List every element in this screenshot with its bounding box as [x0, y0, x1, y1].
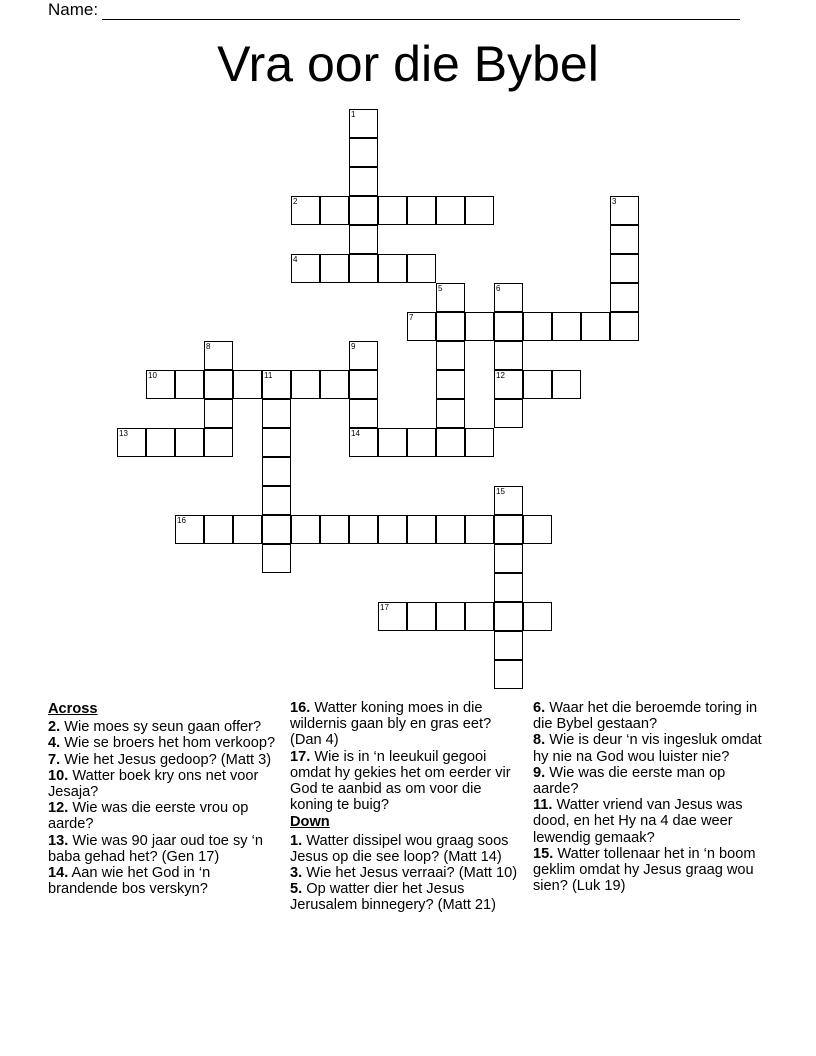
grid-cell[interactable] — [320, 370, 349, 399]
grid-cell[interactable] — [175, 370, 204, 399]
cell-number: 9 — [351, 342, 356, 351]
grid-cell[interactable] — [407, 515, 436, 544]
down-clue — [533, 732, 773, 764]
cell-number: 14 — [351, 429, 360, 438]
grid-cell[interactable] — [494, 486, 523, 515]
grid-cell[interactable] — [349, 109, 378, 138]
grid-cell[interactable] — [204, 370, 233, 399]
grid-cell[interactable] — [117, 428, 146, 457]
grid-cell[interactable] — [436, 515, 465, 544]
clue-number: 9. — [533, 764, 546, 781]
grid-cell[interactable] — [262, 515, 291, 544]
grid-cell[interactable] — [610, 283, 639, 312]
across-clue — [290, 749, 525, 814]
grid-cell[interactable] — [378, 254, 407, 283]
grid-cell[interactable] — [204, 428, 233, 457]
grid-cell[interactable] — [349, 138, 378, 167]
clue-text: Watter koning moes in die wildernis gaan bly en gras eet? (Dan 4) — [290, 700, 492, 749]
across-clue — [48, 719, 283, 735]
grid-cell[interactable] — [349, 428, 378, 457]
grid-cell[interactable] — [465, 312, 494, 341]
grid-cell[interactable] — [494, 573, 523, 602]
cell-number: 1 — [351, 110, 356, 119]
grid-cell[interactable] — [320, 196, 349, 225]
grid-cell[interactable] — [494, 283, 523, 312]
down-clue — [533, 765, 773, 797]
grid-cell[interactable] — [494, 370, 523, 399]
clue-number: 3. — [290, 865, 303, 882]
clue-text: Wie se broers het hom verkoop? — [64, 735, 276, 752]
grid-cell[interactable] — [407, 602, 436, 631]
grid-cell[interactable] — [175, 428, 204, 457]
cell-number: 17 — [380, 603, 389, 612]
grid-cell[interactable] — [494, 602, 523, 631]
clue-text: Wie het Jesus gedoop? (Matt 3) — [64, 751, 272, 768]
down-clue — [290, 833, 525, 865]
grid-cell[interactable] — [378, 196, 407, 225]
grid-cell[interactable] — [291, 370, 320, 399]
grid-cell[interactable] — [291, 254, 320, 283]
clue-number: 13. — [48, 832, 69, 849]
down-clue — [533, 700, 773, 732]
grid-cell[interactable] — [407, 312, 436, 341]
name-label: Name: — [48, 0, 99, 19]
grid-cell[interactable] — [262, 457, 291, 486]
down-header: Down — [290, 814, 330, 831]
grid-cell[interactable] — [523, 602, 552, 631]
cell-number: 8 — [206, 342, 211, 351]
clue-number: 14. — [48, 865, 69, 882]
clues-column-2 — [290, 700, 525, 914]
clue-text: Wie is in ‘n leeukuil gegooi omdat hy gekies het om eerder vir God te aanbid as om voor die koning te buig? — [290, 748, 511, 814]
grid-cell[interactable] — [349, 254, 378, 283]
grid-cell[interactable] — [146, 370, 175, 399]
grid-cell[interactable] — [349, 370, 378, 399]
grid-cell[interactable] — [204, 341, 233, 370]
grid-cell[interactable] — [465, 196, 494, 225]
clue-number: 10. — [48, 767, 69, 784]
grid-cell[interactable] — [378, 428, 407, 457]
across-clues-part-2 — [290, 700, 525, 813]
cell-number: 2 — [293, 197, 298, 206]
across-clue — [48, 752, 283, 768]
cell-number: 6 — [496, 284, 501, 293]
cell-number: 10 — [148, 371, 157, 380]
grid-cell[interactable] — [291, 196, 320, 225]
down-clue — [533, 846, 773, 895]
clue-number: 7. — [48, 751, 61, 768]
clue-text: Watter tollenaar het in ‘n boom geklim omdat hy Jesus graag wou sien? (Luk 19) — [533, 845, 756, 895]
grid-cell[interactable] — [610, 254, 639, 283]
grid-cell[interactable] — [436, 341, 465, 370]
grid-cell[interactable] — [349, 167, 378, 196]
clue-text: Wie moes sy seun gaan offer? — [64, 719, 262, 736]
grid-cell[interactable] — [581, 312, 610, 341]
clue-number: 8. — [533, 732, 546, 749]
clue-text: Wie was die eerste vrou op aarde? — [48, 800, 249, 833]
grid-cell[interactable] — [494, 631, 523, 660]
across-clue — [48, 768, 283, 800]
puzzle-title: Vra oor die Bybel — [217, 36, 599, 92]
grid-cell[interactable] — [291, 515, 320, 544]
cell-number: 15 — [496, 487, 505, 496]
clue-number: 4. — [48, 735, 61, 752]
grid-cell[interactable] — [407, 428, 436, 457]
grid-cell[interactable] — [494, 312, 523, 341]
grid-cell[interactable] — [494, 399, 523, 428]
clue-number: 6. — [533, 700, 546, 716]
clue-text: Waar het die beroemde toring in die Bybel gestaan? — [533, 700, 758, 733]
grid-cell[interactable] — [610, 225, 639, 254]
grid-cell[interactable] — [233, 515, 262, 544]
down-clues-part-1 — [290, 833, 525, 914]
grid-cell[interactable] — [378, 515, 407, 544]
grid-cell[interactable] — [436, 196, 465, 225]
across-clue — [48, 800, 283, 832]
clues-column-1 — [48, 700, 283, 897]
grid-cell[interactable] — [494, 341, 523, 370]
grid-cell[interactable] — [262, 428, 291, 457]
grid-cell[interactable] — [494, 515, 523, 544]
grid-cell[interactable] — [349, 225, 378, 254]
grid-cell[interactable] — [523, 312, 552, 341]
cell-number: 11 — [264, 371, 273, 380]
clue-text: Wie is deur ‘n vis ingesluk omdat hy nie na God wou luister nie? — [533, 732, 762, 765]
clue-number: 17. — [290, 748, 311, 765]
cell-number: 4 — [293, 255, 298, 264]
grid-cell[interactable] — [262, 544, 291, 573]
grid-cell[interactable] — [407, 196, 436, 225]
grid-cell[interactable] — [436, 283, 465, 312]
clue-number: 1. — [290, 832, 303, 849]
grid-cell[interactable] — [204, 399, 233, 428]
across-clue — [48, 735, 283, 751]
clue-text: Watter vriend van Jesus was dood, en het Hy na 4 dae weer lewendig gemaak? — [533, 797, 743, 846]
grid-cell[interactable] — [349, 341, 378, 370]
grid-cell[interactable] — [146, 428, 175, 457]
grid-cell[interactable] — [436, 312, 465, 341]
grid-cell[interactable] — [436, 428, 465, 457]
cell-number: 12 — [496, 371, 505, 380]
grid-cell[interactable] — [494, 544, 523, 573]
clue-number: 2. — [48, 719, 61, 736]
down-clue — [290, 865, 525, 881]
grid-cell[interactable] — [610, 312, 639, 341]
grid-cell[interactable] — [494, 660, 523, 689]
clue-number: 16. — [290, 700, 311, 716]
clue-number: 15. — [533, 845, 554, 862]
grid-cell[interactable] — [204, 515, 233, 544]
grid-cell[interactable] — [436, 602, 465, 631]
cell-number: 5 — [438, 284, 443, 293]
grid-cell[interactable] — [407, 254, 436, 283]
across-header: Across — [48, 701, 98, 717]
down-clue — [533, 797, 773, 846]
clue-text: Op watter dier het Jesus Jerusalem binnegery? (Matt 21) — [290, 881, 497, 914]
clue-number: 11. — [533, 797, 553, 814]
cell-number: 7 — [409, 313, 414, 322]
clues-column-3 — [533, 700, 773, 894]
grid-cell[interactable] — [465, 602, 494, 631]
across-clue — [48, 833, 283, 865]
clue-text: Watter dissipel wou graag soos Jesus op die see loop? (Matt 14) — [290, 832, 509, 865]
grid-cell[interactable] — [610, 196, 639, 225]
grid-cell[interactable] — [233, 370, 262, 399]
cell-number: 13 — [119, 429, 128, 438]
grid-cell[interactable] — [465, 428, 494, 457]
clue-text: Wie was die eerste man op aarde? — [533, 764, 726, 798]
grid-cell[interactable] — [349, 515, 378, 544]
grid-cell[interactable] — [523, 515, 552, 544]
grid-cell[interactable] — [320, 254, 349, 283]
grid-cell[interactable] — [523, 370, 552, 399]
grid-cell[interactable] — [262, 399, 291, 428]
clue-text: Watter boek kry ons net voor Jesaja? — [48, 767, 259, 801]
clue-number: 12. — [48, 800, 69, 817]
down-clues-part-2 — [533, 700, 773, 894]
grid-cell[interactable] — [175, 515, 204, 544]
grid-cell[interactable] — [378, 602, 407, 631]
clue-text: Wie het Jesus verraai? (Matt 10) — [306, 865, 518, 882]
grid-cell[interactable] — [552, 370, 581, 399]
across-clue — [290, 700, 525, 749]
grid-cell[interactable] — [349, 196, 378, 225]
grid-cell[interactable] — [320, 515, 349, 544]
clue-number: 5. — [290, 881, 303, 898]
grid-cell[interactable] — [436, 399, 465, 428]
across-clues-part-1 — [48, 719, 283, 897]
grid-cell[interactable] — [436, 370, 465, 399]
grid-cell[interactable] — [552, 312, 581, 341]
across-clue — [48, 865, 283, 897]
cell-number: 16 — [177, 516, 186, 525]
clue-text: Aan wie het God in ‘n brandende bos verskyn? — [48, 865, 211, 898]
grid-cell[interactable] — [465, 515, 494, 544]
grid-cell[interactable] — [262, 486, 291, 515]
cell-number: 3 — [612, 197, 617, 206]
grid-cell[interactable] — [349, 399, 378, 428]
down-clue — [290, 881, 525, 913]
grid-cell[interactable] — [262, 370, 291, 399]
clue-text: Wie was 90 jaar oud toe sy ‘n baba gehad het? (Gen 17) — [48, 832, 263, 865]
